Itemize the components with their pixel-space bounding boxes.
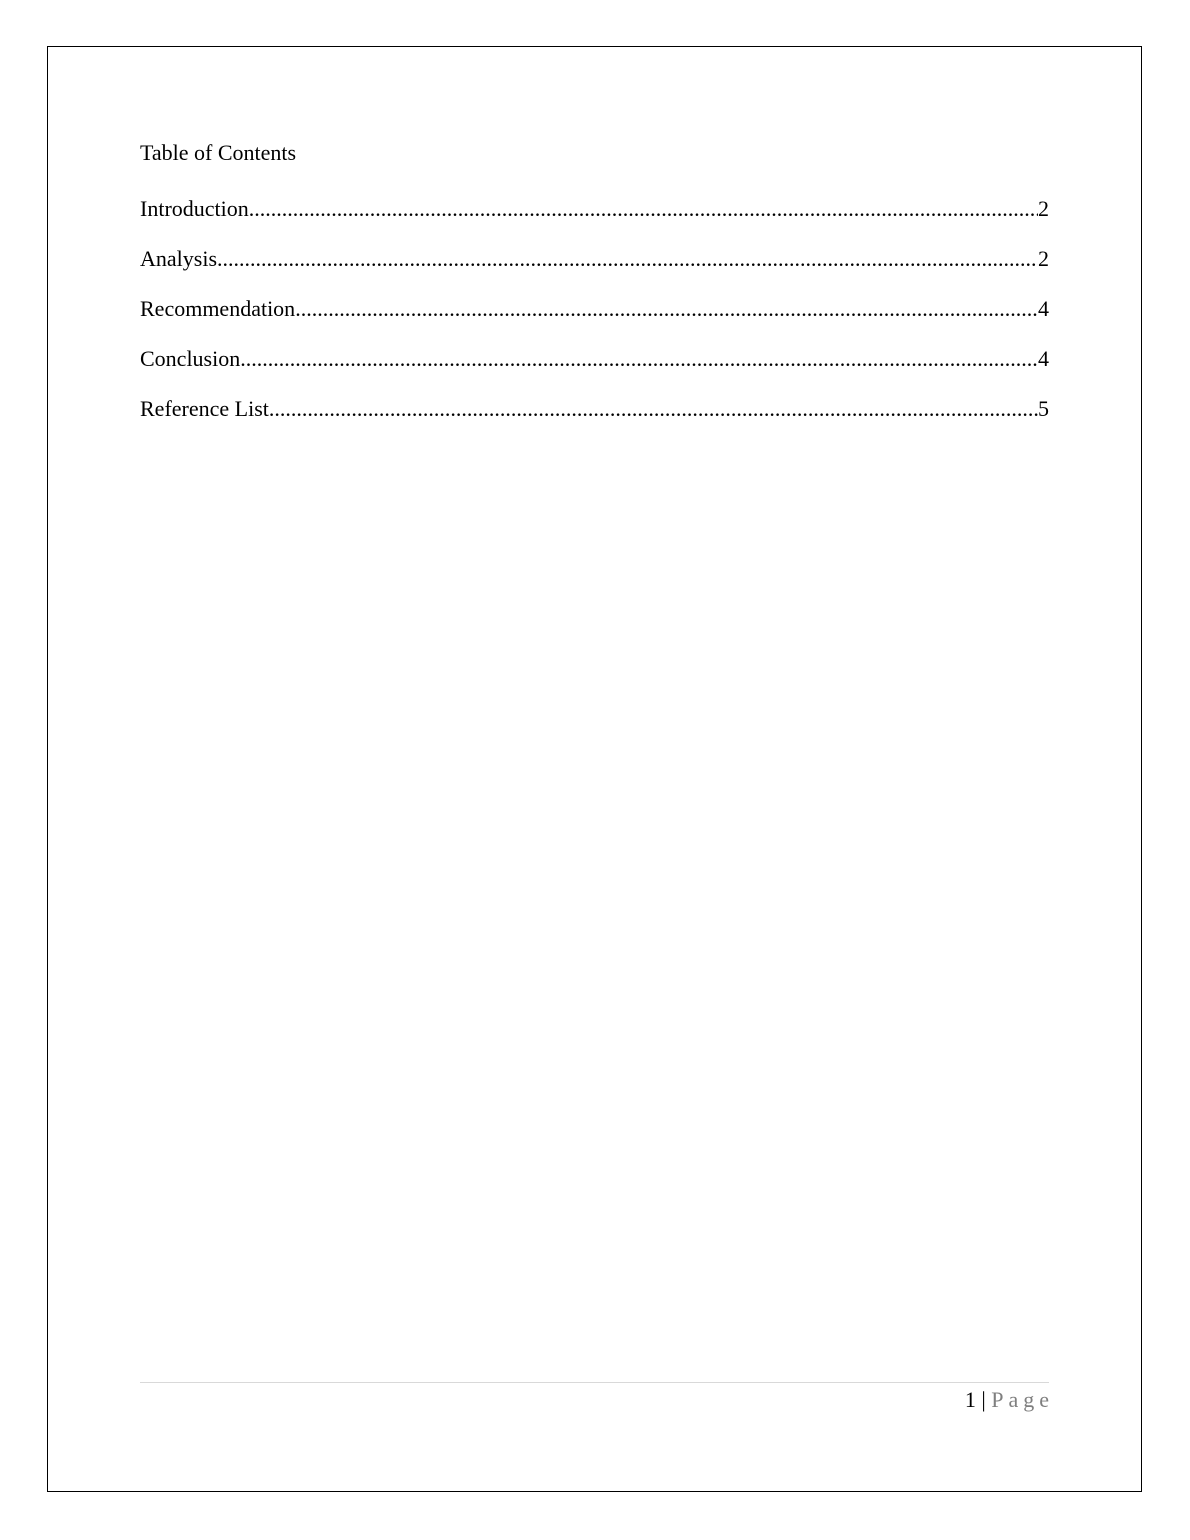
toc-entry-analysis[interactable] <box>140 246 1049 296</box>
toc-dot-leader <box>295 296 1038 322</box>
toc-entry-page: 5 <box>1038 396 1049 421</box>
toc-entry-recommendation[interactable] <box>140 296 1049 346</box>
toc-entry-conclusion[interactable] <box>140 346 1049 396</box>
toc-entry-label: Reference List <box>140 396 269 421</box>
toc-dot-leader <box>249 196 1038 222</box>
toc-entry-label: Conclusion <box>140 346 241 371</box>
toc-entry-label: Recommendation <box>140 296 296 321</box>
toc-list <box>140 196 1049 446</box>
toc-dot-leader <box>240 346 1038 372</box>
toc-entry-introduction[interactable] <box>140 196 1049 246</box>
toc-entry-label: Analysis <box>140 246 217 271</box>
toc-entry-label: Introduction <box>140 196 249 221</box>
footer-page-number: 1 <box>964 1387 976 1412</box>
footer-page-word: Page <box>991 1387 1054 1412</box>
footer-separator: | <box>981 1387 986 1412</box>
toc-entry-page: 4 <box>1038 346 1049 371</box>
toc-entry-page: 2 <box>1038 196 1049 221</box>
toc-entry-page: 4 <box>1038 296 1049 321</box>
footer-rule <box>140 1382 1049 1383</box>
toc-dot-leader <box>269 396 1038 422</box>
toc-entry-reference-list[interactable] <box>140 396 1049 446</box>
page-footer <box>964 1386 1054 1414</box>
toc-title: Table of Contents <box>140 140 297 165</box>
toc-dot-leader <box>217 246 1038 272</box>
toc-entry-page: 2 <box>1038 246 1049 271</box>
